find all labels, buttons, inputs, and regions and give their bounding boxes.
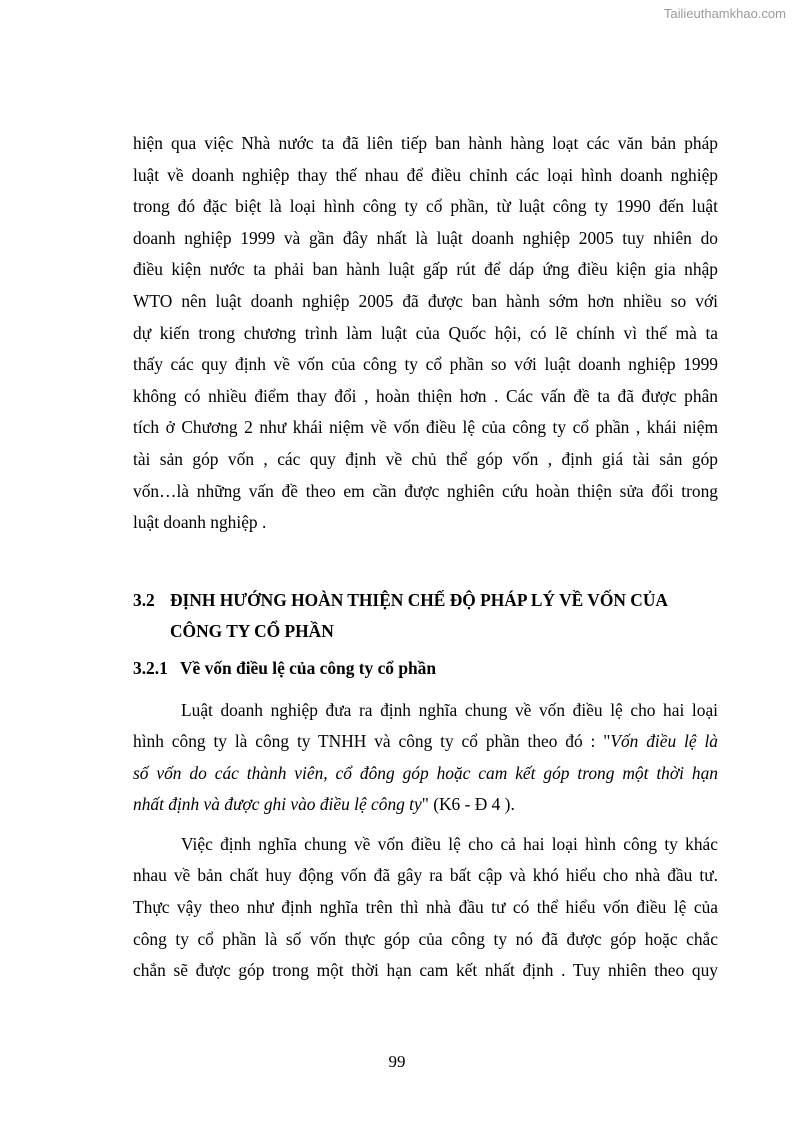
text-line: luật doanh nghiệp . xyxy=(133,512,267,533)
text-line: trong đó đặc biệt là loại hình công ty cổ phần, từ luật công ty 1990 đến luật xyxy=(133,196,718,217)
quote-line: số vốn do các thành viên, cổ đông góp hoặc cam kết góp trong một thời hạn xyxy=(133,762,718,783)
text-line: công ty cổ phần là số vốn thực góp của công ty nó đã được góp hoặc chắc xyxy=(133,928,718,949)
text-line: Luật doanh nghiệp đưa ra định nghĩa chung về vốn điều lệ cho hai loại xyxy=(181,699,718,720)
subsection-number: 3.2.1 xyxy=(133,657,168,678)
text-run: hình công ty là công ty TNHH và công ty cổ phần theo đó : " xyxy=(133,731,611,752)
citation-run: " (K6 - Đ 4 ). xyxy=(421,794,515,815)
section-heading xyxy=(133,585,718,648)
text-line: không có nhiều điểm thay đổi , hoàn thiện hơn . Các vấn đề ta đã được phân xyxy=(133,385,718,406)
text-line: nhau về bản chất huy động vốn đã gây ra bất cập và khó hiểu cho nhà đầu tư. xyxy=(133,865,718,886)
text-line: điều kiện nước ta phải ban hành luật gấp rút để dáp ứng điều kiện gia nhập xyxy=(133,259,718,280)
text-line: dự kiến trong chương trình làm luật của Quốc hội, có lẽ chính vì thế mà ta xyxy=(133,322,718,343)
text-line: WTO nên luật doanh nghiệp 2005 đã được ban hành sớm hơn nhiều so với xyxy=(133,290,718,311)
section-title-line-2: CÔNG TY CỔ PHẦN xyxy=(170,621,334,642)
text-line: doanh nghiệp 1999 và gần đây nhất là luật doanh nghiệp 2005 tuy nhiên do xyxy=(133,227,718,248)
text-line xyxy=(133,789,718,821)
quote-run: nhất định và được ghi vào điều lệ công ty xyxy=(133,794,422,815)
text-line: hiện qua việc Nhà nước ta đã liên tiếp ban hành hàng loạt các văn bản pháp xyxy=(133,133,718,153)
subsection-heading xyxy=(133,653,718,685)
section-number: 3.2 xyxy=(133,589,155,610)
text-line: Thực vậy theo như định nghĩa trên thì nhà đầu tư có thể hiểu vốn điều lệ của xyxy=(133,897,718,918)
paragraph-3 xyxy=(133,829,718,987)
text-line: thấy các quy định về vốn của công ty cổ phần so với luật doanh nghiệp 1999 xyxy=(133,354,718,375)
paragraph-2 xyxy=(133,695,718,821)
text-line: chắn sẽ được góp trong một thời hạn cam kết nhất định . Tuy nhiên theo quy xyxy=(133,960,718,981)
quote-run: Vốn điều lệ là xyxy=(610,731,718,752)
document-page xyxy=(133,128,718,987)
section-title-line-1: ĐỊNH HƯỚNG HOÀN THIỆN CHẾ ĐỘ PHÁP LÝ VỀ VỐN CỦA xyxy=(170,589,668,610)
subsection-title: Về vốn điều lệ của công ty cổ phần xyxy=(180,657,437,678)
text-line: tài sản góp vốn , các quy định về chủ thể góp vốn , định giá tài sản góp xyxy=(133,448,718,469)
text-line: luật về doanh nghiệp thay thế nhau để điều chỉnh các loại hình doanh nghiệp xyxy=(133,164,718,185)
watermark-text: Tailieuthamkhao.com xyxy=(663,6,786,21)
paragraph-1 xyxy=(133,128,718,539)
text-line: vốn…là những vấn đề theo em cần được nghiên cứu hoàn thiện sửa đổi trong xyxy=(133,480,718,501)
text-line xyxy=(133,726,718,758)
page-number: 99 xyxy=(388,1052,406,1071)
text-line: Việc định nghĩa chung về vốn điều lệ cho cả hai loại hình công ty khác xyxy=(181,833,718,854)
text-line: tích ở Chương 2 như khái niệm về vốn điều lệ của công ty cổ phần , khái niệm xyxy=(133,417,718,438)
